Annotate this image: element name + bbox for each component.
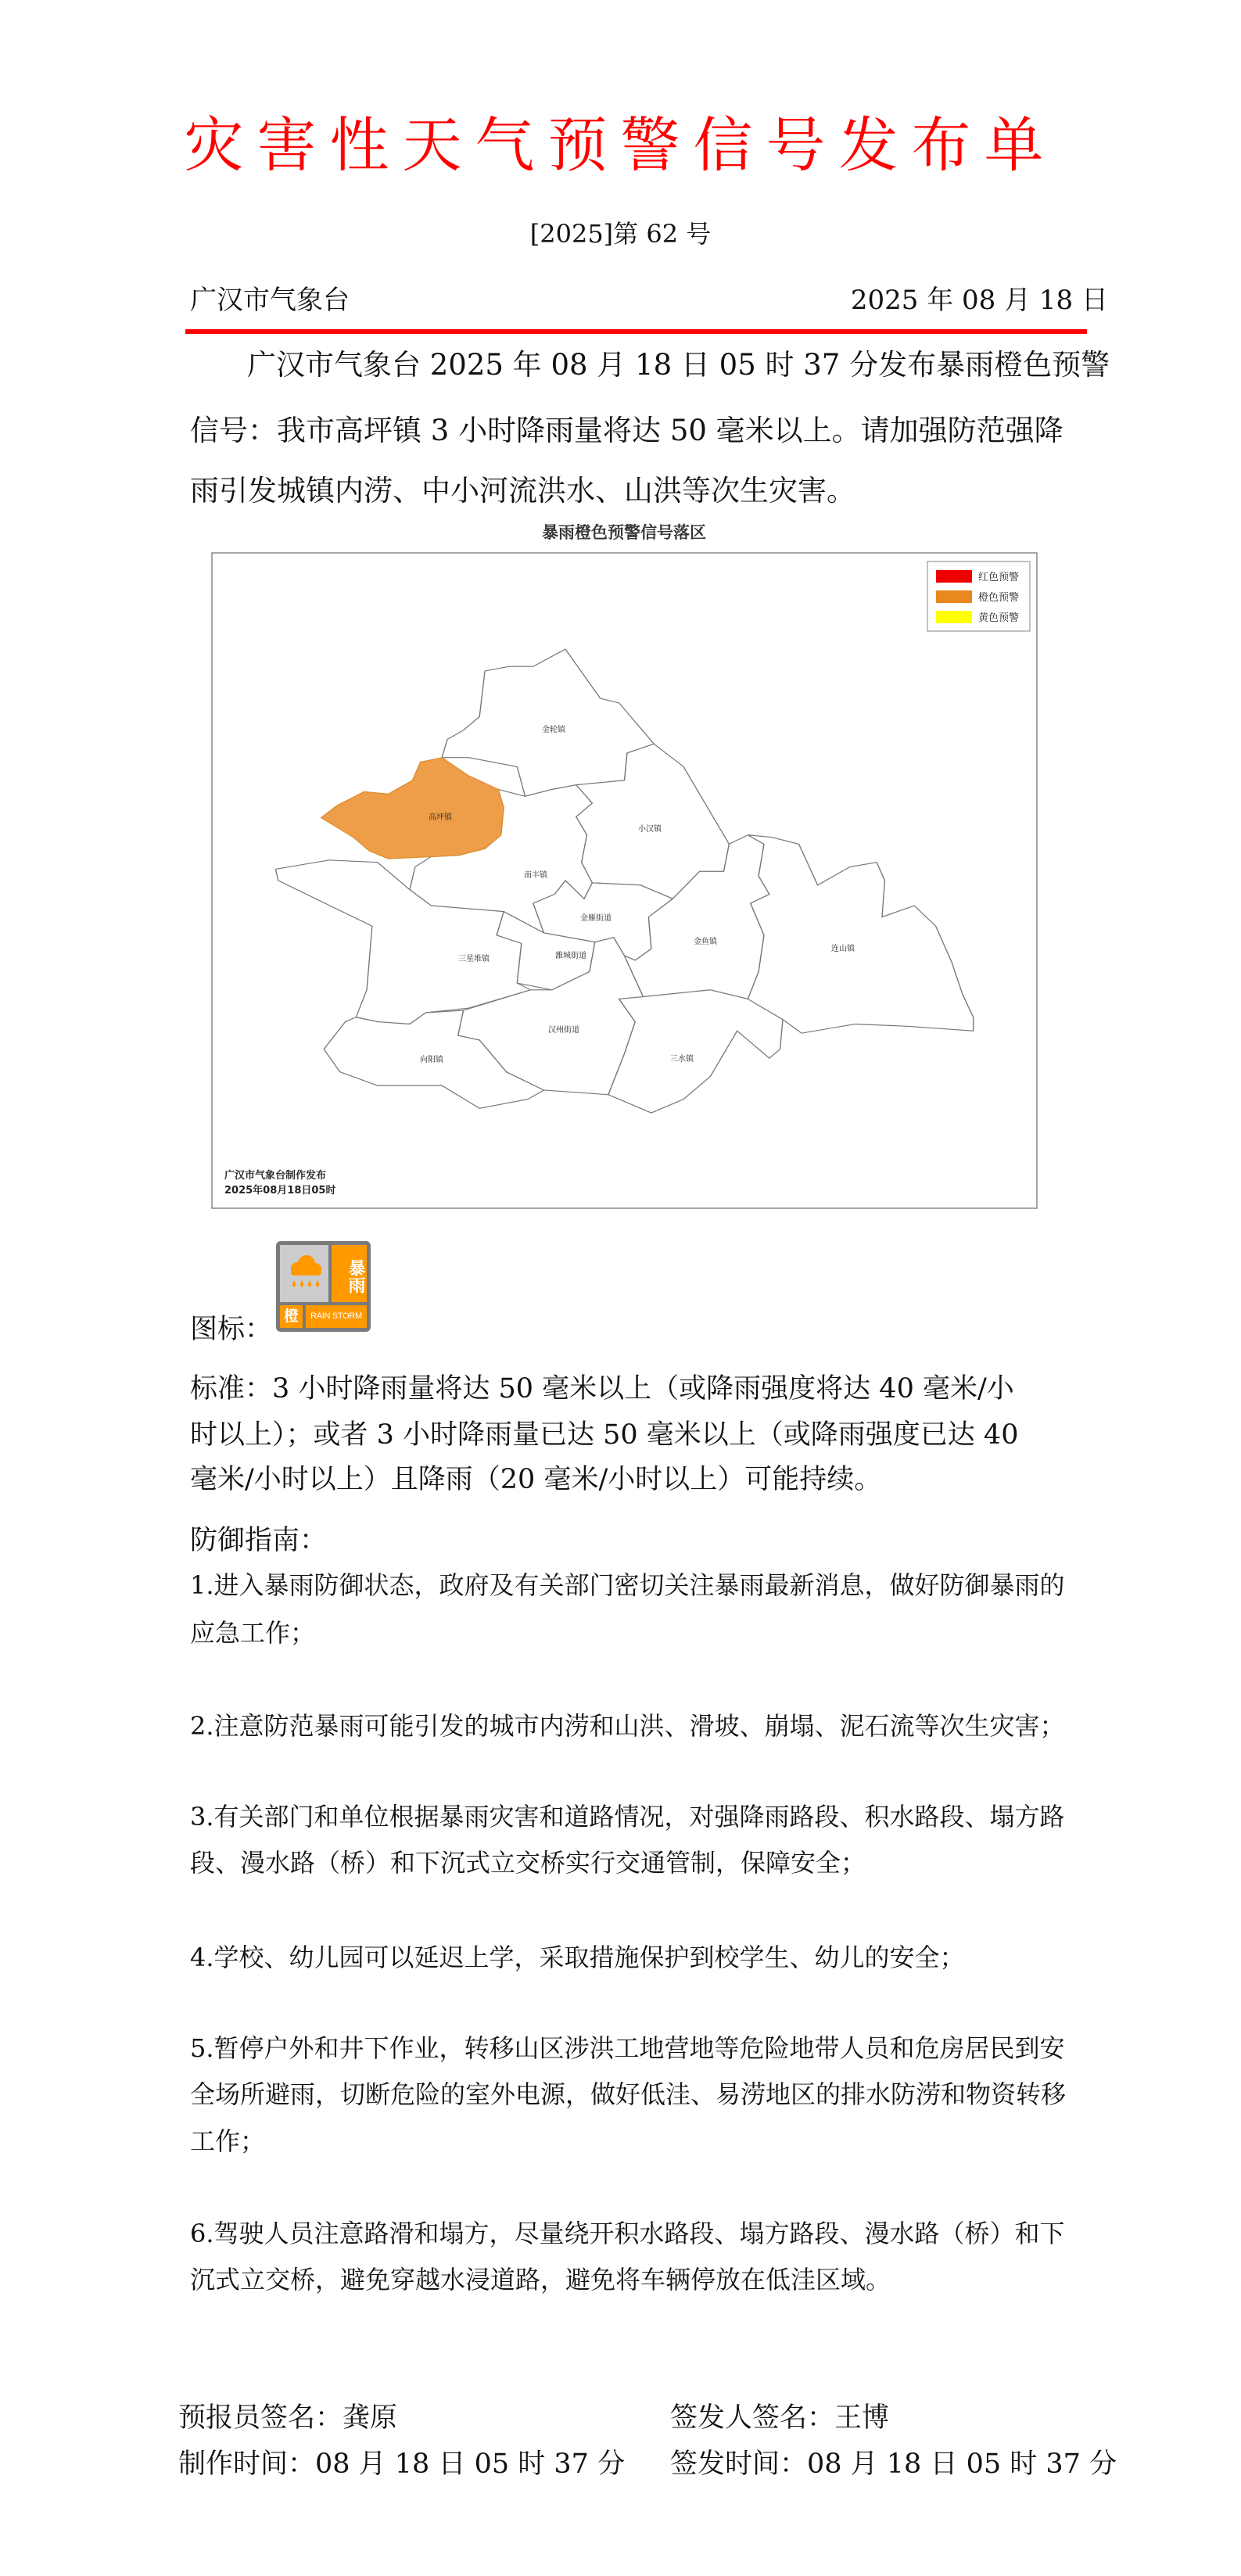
standard-line: 时以上）；或者 3 小时降雨量已达 50 毫米以上（或降雨强度已达 40: [190, 1419, 1019, 1451]
forecaster-signature: 预报员签名：龚原: [178, 2402, 398, 2434]
rain-storm-orange-icon: [276, 1241, 371, 1332]
map-credit-time: 2025年08月18日05时: [224, 1185, 336, 1197]
issuer: 广汉市气象台: [190, 285, 350, 316]
map-region-label: 金鱼镇: [694, 938, 717, 946]
document-title: 灾害性天气预警信号发布单: [184, 110, 1057, 180]
standard-line: 标准：3 小时降雨量将达 50 毫米以上（或降雨强度将达 40 毫米/小: [190, 1373, 1014, 1405]
map-region-label: 金轮镇: [542, 726, 565, 734]
map-region-label: 向阳镇: [420, 1056, 443, 1064]
made-time: 制作时间：08 月 18 日 05 时 37 分: [178, 2449, 626, 2480]
red-divider: [185, 329, 1087, 334]
icon-label: 图标：: [190, 1314, 273, 1345]
guide-item-3: 3.有关部门和单位根据暴雨灾害和道路情况，对强降雨路段、积水路段、塌方路: [190, 1802, 1065, 1832]
map-title: 暴雨橙色预警信号落区: [542, 523, 706, 542]
legend-label: 黄色预警: [978, 612, 1020, 624]
guide-heading: 防御指南：: [190, 1525, 328, 1556]
icon-zh-text: 暴雨: [332, 1245, 367, 1302]
standard-line: 毫米/小时以上）且降雨（20 毫米/小时以上）可能持续。: [190, 1464, 882, 1495]
map-region-label: 连山镇: [831, 945, 855, 953]
guide-item-5-cont: 工作；: [190, 2126, 266, 2156]
guide-item-2: 2.注意防范暴雨可能引发的城市内涝和山洪、滑坡、崩塌、泥石流等次生灾害；: [190, 1711, 1065, 1741]
map-region-label: 三水镇: [670, 1055, 694, 1064]
signer-signature: 签发人签名：王博: [670, 2402, 890, 2434]
map-region-label: 金雁街道: [580, 914, 612, 923]
guide-item-1-cont: 应急工作；: [190, 1618, 316, 1648]
legend-swatch: [936, 590, 972, 603]
guide-item-4: 4.学校、幼儿园可以延迟上学，采取措施保护到校学生、幼儿的安全；: [190, 1943, 965, 1972]
map-region-label: 三星堆镇: [458, 955, 490, 963]
rain-cloud-icon: [280, 1245, 328, 1302]
warning-map: [211, 516, 1040, 1220]
guide-item-3-cont: 段、漫水路（桥）和下沉式立交桥实行交通管制，保障安全；: [190, 1848, 866, 1878]
map-region-label: 高坪镇: [429, 813, 452, 822]
guide-item-5-cont: 全场所避雨，切断危险的室外电源，做好低洼、易涝地区的排水防涝和物资转移: [190, 2079, 1067, 2109]
map-legend: [927, 561, 1030, 631]
map-credit: 广汉市气象台制作发布: [224, 1170, 327, 1182]
issued-time: 签发时间：08 月 18 日 05 时 37 分: [670, 2449, 1117, 2480]
legend-swatch: [936, 611, 972, 623]
icon-en-text: RAIN STORM: [306, 1305, 367, 1328]
legend-label: 红色预警: [978, 572, 1020, 583]
guide-item-6: 6.驾驶人员注意路滑和塌方，尽量绕开积水路段、塌方路段、漫水路（桥）和下: [190, 2219, 1065, 2248]
issue-date: 2025 年 08 月 18 日: [850, 285, 1108, 316]
legend-label: 橙色预警: [978, 592, 1020, 604]
map-region-label: 汉州街道: [548, 1026, 579, 1035]
summary-line: 雨引发城镇内涝、中小河流洪水、山洪等次生灾害。: [190, 474, 855, 508]
summary-line: 信号：我市高坪镇 3 小时降雨量将达 50 毫米以上。请加强防范强降: [190, 414, 1063, 447]
map-region-label: 南丰镇: [524, 871, 547, 880]
document-number: [2025]第 62 号: [529, 219, 712, 249]
map-region-label: 雒城街道: [555, 952, 586, 960]
summary-line: 广汉市气象台 2025 年 08 月 18 日 05 时 37 分发布暴雨橙色预警: [247, 348, 1110, 382]
map-region-label: 小汉镇: [638, 825, 662, 834]
guide-item-1: 1.进入暴雨防御状态，政府及有关部门密切关注暴雨最新消息，做好防御暴雨的: [190, 1570, 1065, 1600]
icon-level: 橙: [280, 1305, 303, 1328]
guide-item-5: 5.暂停户外和井下作业，转移山区涉洪工地营地等危险地带人员和危房居民到安: [190, 2033, 1065, 2063]
guide-item-6-cont: 沉式立交桥，避免穿越水浸道路，避免将车辆停放在低洼区域。: [190, 2265, 891, 2294]
legend-swatch: [936, 570, 972, 583]
